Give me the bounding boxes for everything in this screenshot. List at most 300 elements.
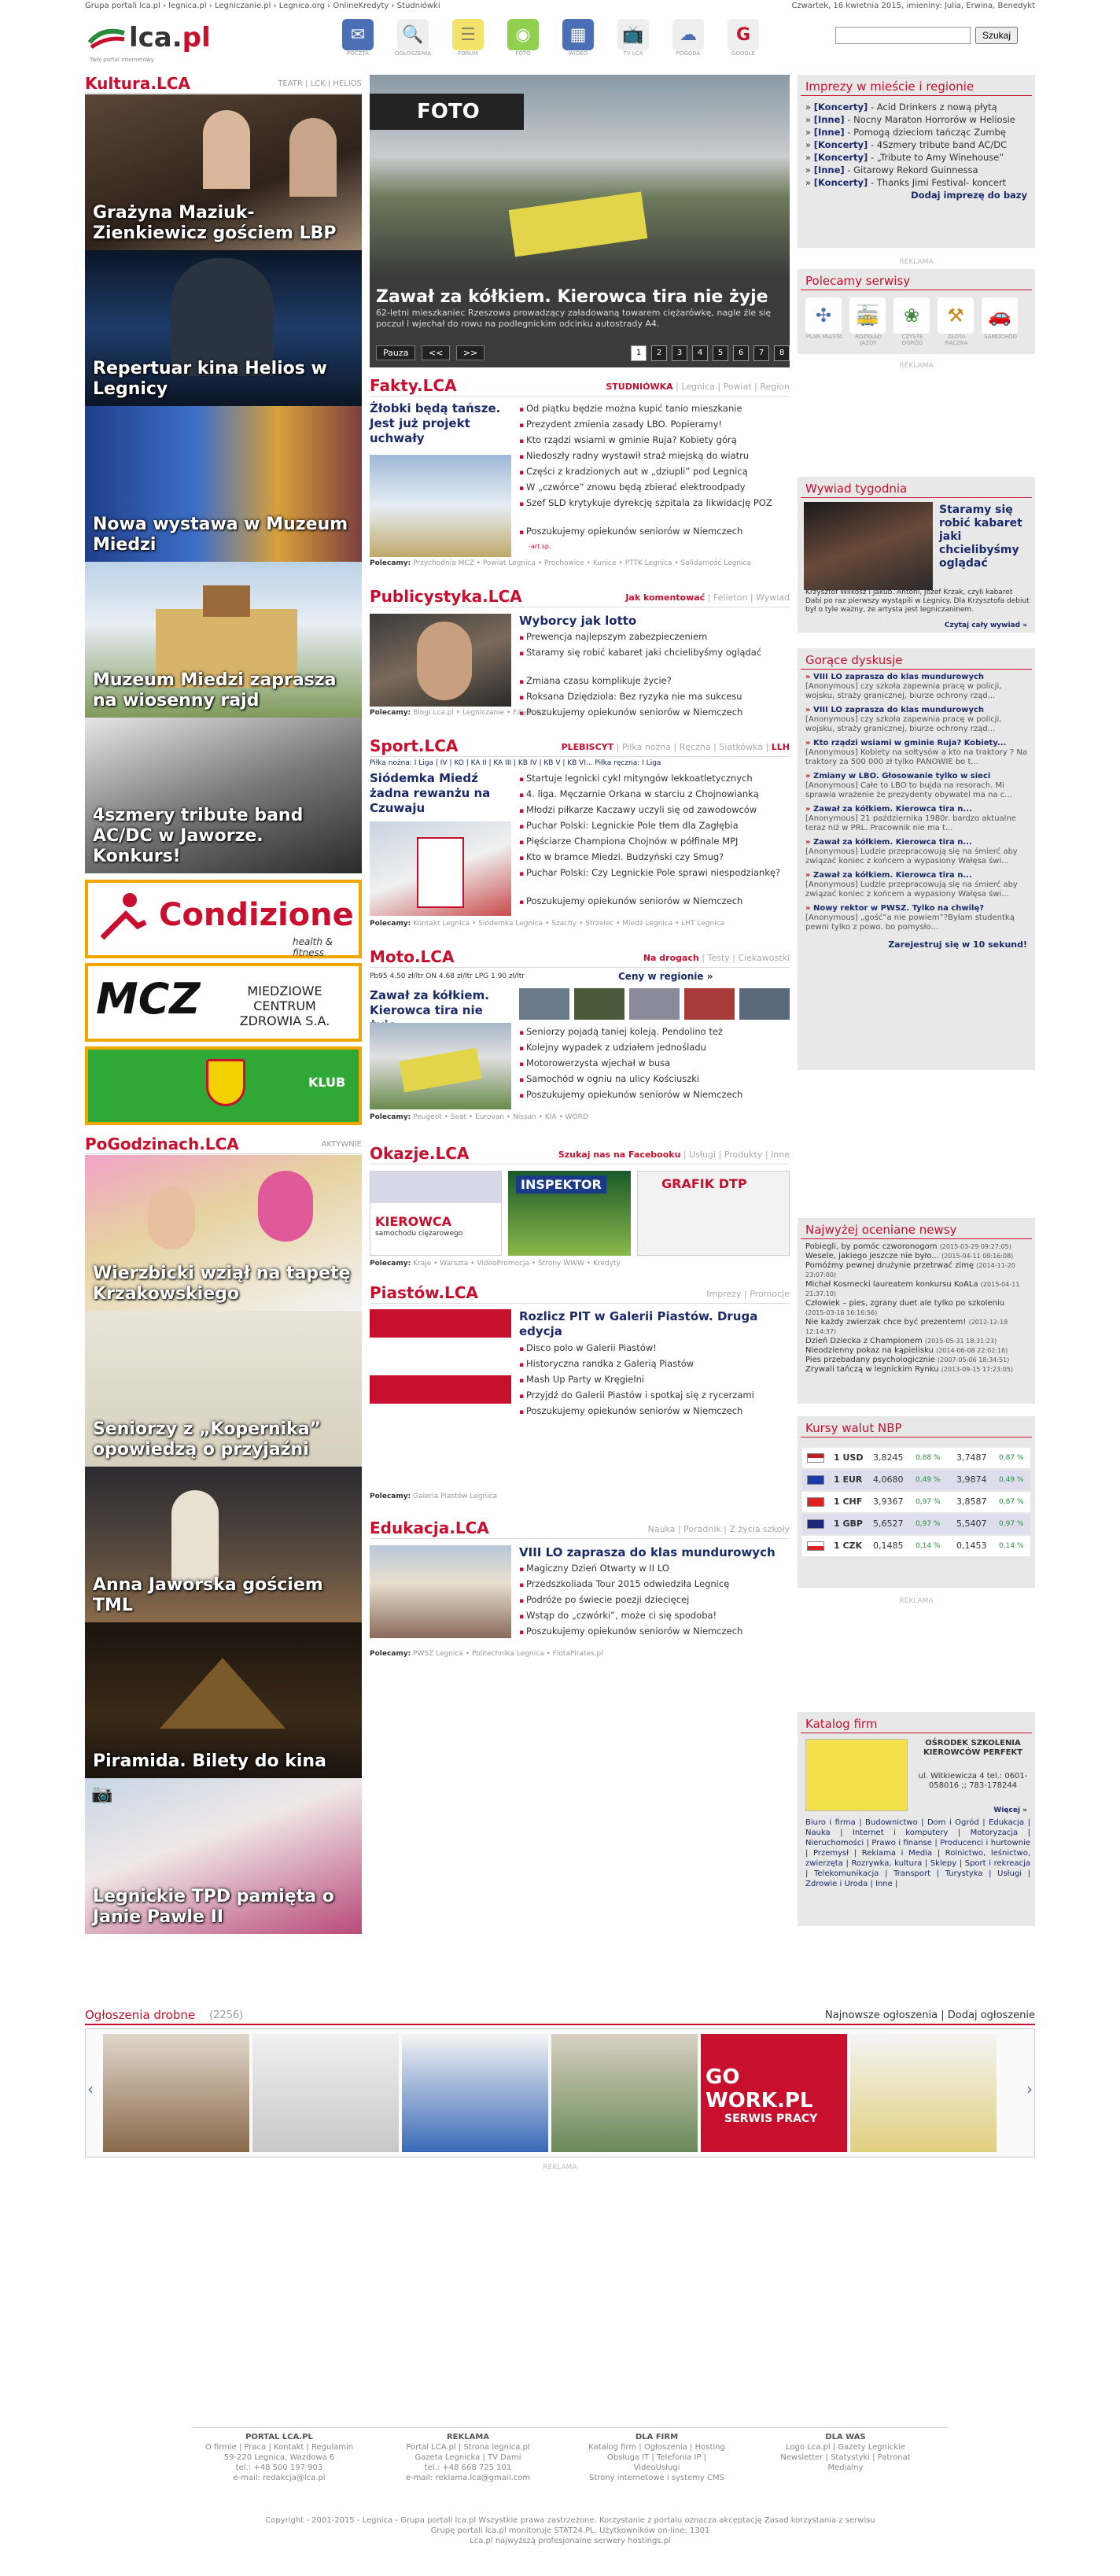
list-item[interactable] xyxy=(805,1242,1027,1252)
nav-google[interactable] xyxy=(724,19,763,57)
pogodzinach-link[interactable]: AKTYWNIE xyxy=(321,1140,362,1149)
fakty-header xyxy=(370,378,790,397)
slider-page-3[interactable]: 3 xyxy=(672,345,687,361)
edukacja-links[interactable]: Nauka | Poradnik | Z życia szkoły xyxy=(647,1524,790,1534)
list-item[interactable] xyxy=(805,1299,1027,1318)
tile-pogodzinach-5[interactable] xyxy=(85,1778,362,1934)
list-item[interactable]: ▪ Podróże po świecie poezji dziecięcej xyxy=(519,1592,790,1608)
slider-pause-button[interactable]: Pauza xyxy=(376,345,415,360)
banner-klub-text: KLUB xyxy=(308,1075,346,1090)
thumb[interactable] xyxy=(519,988,569,1020)
list-item[interactable]: ▪ Części z kradzionych aut w „dziupli” pod Legnicą xyxy=(519,464,790,480)
footer-links[interactable]: Katalog firm | Ogłoszenia | Hosting xyxy=(588,2443,725,2452)
sport-lead[interactable]: Siódemka Miedź żadna rewanżu na Czuwaju xyxy=(370,771,491,815)
banner-condizione-text: Condizione xyxy=(159,897,354,933)
nav-ads[interactable] xyxy=(393,19,433,57)
footer-links[interactable]: Gazeta Legnicka | TV Dami xyxy=(414,2453,521,2462)
slider-page-7[interactable]: 7 xyxy=(753,345,769,361)
katalog-title[interactable]: Katalog firm xyxy=(801,1712,1032,1733)
moto-title[interactable]: Moto.LCA xyxy=(370,947,455,966)
rate-sell: 3,8587 xyxy=(956,1497,987,1507)
news-date: (2013-09-15 17:23:05) xyxy=(941,1366,1013,1373)
discussion-item[interactable]: » Kto rządzi wsiami w gminie Ruja? Kobiety... [Anonymous] Kobiety na sołtysów a kto na traktory ? Na traktory za 500 000 zł tylko PANOWIE bo t... xyxy=(805,739,1028,766)
list-item[interactable]: ▪ Disco polo w Galerii Piastów! xyxy=(519,1341,790,1356)
ogloszenia-links[interactable]: Najnowsze ogłoszenia | Dodaj ogłoszenie xyxy=(825,2010,1035,2021)
list-item[interactable]: ▪ Przedszkoliada Tour 2015 odwiedziła Legnicę xyxy=(519,1577,790,1592)
banner-mcz-logo: MCZ xyxy=(96,974,201,1024)
tile-caption: Piramida. Bilety do kina xyxy=(93,1751,326,1771)
footer-links[interactable]: VideoUsługi xyxy=(633,2463,680,2472)
publ-photo[interactable] xyxy=(370,614,511,707)
gallery-item-gowork[interactable] xyxy=(701,2034,847,2152)
slider-title[interactable]: Zawał za kółkiem. Kierowca tira nie żyje xyxy=(376,287,768,307)
list-item[interactable] xyxy=(805,1280,1027,1299)
piastow-polecamy: Polecamy: Galeria Piastów Legnica xyxy=(370,1493,498,1500)
foto-label: FOTO xyxy=(370,94,524,130)
sport-photo[interactable] xyxy=(370,821,511,916)
sport-link-llh[interactable]: LLH xyxy=(771,742,790,752)
okazje-ad-inspektor[interactable] xyxy=(508,1171,631,1256)
gallery-item[interactable] xyxy=(850,2034,997,2152)
tile-pogodzinach-3[interactable] xyxy=(85,1467,362,1622)
ad-grafik-title: GRAFIK DTP xyxy=(661,1176,747,1191)
rate-buy: 3,9367 xyxy=(873,1497,904,1507)
footer-links[interactable]: Portal LCA.pl | Strona legnica.pl xyxy=(406,2443,530,2452)
event-title: Gitarowy Rekord Guinnessa xyxy=(853,164,978,175)
pogodzinach-title[interactable]: PoGodzinach.LCA xyxy=(85,1135,239,1153)
list-item[interactable]: » [Koncerty] - „Tribute to Amy Winehouse” xyxy=(805,152,1004,163)
list-item[interactable]: » [Inne] - Gitarowy Rekord Guinnessa xyxy=(805,164,978,175)
moto-lead[interactable]: Zawał za kółkiem. Kierowca tira nie xyxy=(370,988,489,1017)
copyright-line: Copyright - 2001-2015 - Legnica - Grupa portali lca.pl Wszystkie prawa zastrzeżone. Korzystanie z portalu oznacza akceptację Zasad korzystania z serwisu xyxy=(265,2516,875,2525)
rate-sell: 3,7487 xyxy=(956,1452,987,1463)
polecamy-links[interactable]: Przychodnia MCZ • Powiat Legnica • Prochowice • Kunice • PTTK Legnica • Solidarność Legnica xyxy=(413,559,752,567)
sport-link-plebiscyt[interactable]: PLEBISCYT xyxy=(561,742,614,752)
site-logo[interactable] xyxy=(87,19,236,65)
list-item[interactable]: ▪ W „czwórce” znowu będą zbierać elektroodpady xyxy=(519,480,790,496)
chevron-right-icon[interactable]: › xyxy=(1026,2080,1033,2098)
list-item[interactable]: ▪ Historyczna randka z Galerią Piastów xyxy=(519,1356,790,1372)
news-title: Wesele, jakiego jeszcze nie było... xyxy=(805,1252,939,1260)
piastow-photo[interactable] xyxy=(370,1309,511,1404)
flag-cz-icon xyxy=(807,1541,824,1551)
fakty-title[interactable]: Fakty.LCA xyxy=(370,376,457,395)
kultura-links[interactable]: TEATR | LCK | HELIOS xyxy=(278,79,362,88)
sport-title[interactable]: Sport.LCA xyxy=(370,736,459,755)
rate-buy: 4,0680 xyxy=(873,1474,904,1485)
polecamy-links[interactable]: Kraje • Warszta • VideoPromocja • Strony WWW • Kredyty xyxy=(413,1260,621,1268)
footer-links[interactable]: Logo Lca.pl | Gazety Legnickie xyxy=(786,2443,905,2452)
tile-pogodzinach-4[interactable] xyxy=(85,1622,362,1778)
moto-link-nadrogach[interactable]: Na drogach xyxy=(643,953,699,963)
imprezy-add-link[interactable]: Dodaj imprezę do bazy xyxy=(911,190,1027,201)
list-item[interactable]: ▪ Przyjdź do Galerii Piastów i spotkaj się z rycerzami xyxy=(519,1388,790,1404)
wywiad-text: Krzysztof Wilkosz i Jakub. Antoni, Józef Krzak, czyli kabaret Dabi po raz pierwszy wystąpili w Legnicy. Dla Krzysztofa debiut był o tyle ważny, że artysta jest legniczaninem. xyxy=(805,589,1030,614)
wywiad-lead[interactable]: Staramy się robić kabaret jaki chcielibyśmy oglądać xyxy=(939,504,1022,570)
slider-page-2[interactable]: 2 xyxy=(651,345,667,361)
news-date: (2015-05-31 18:31:23) xyxy=(924,1338,997,1345)
footer-text[interactable]: e-mail: reklama.lca@gmail.com xyxy=(405,2474,531,2482)
nav-label: POCZTA xyxy=(347,50,369,57)
list-item[interactable]: ▪ Magiczny Dzień Otwarty w II LO xyxy=(519,1561,790,1577)
list-item[interactable]: ▪ Niedoszły radny wystawił straż miejską do wiatru xyxy=(519,448,790,464)
nav-label: FORUM xyxy=(458,50,478,57)
rate-currency: 1 GBP xyxy=(834,1519,863,1529)
photo-truck xyxy=(399,1048,481,1093)
thumb[interactable] xyxy=(629,988,680,1020)
tile-caption: Nowa wystawa w Muzeum Miedzi xyxy=(93,515,348,555)
list-item[interactable]: ▪ Kolejny wypadek z udziałem jednośladu xyxy=(519,1040,790,1056)
list-item[interactable]: ▪ Mash Up Party w Kręgielni xyxy=(519,1372,790,1388)
moto-thumbs xyxy=(519,988,790,1020)
edukacja-title[interactable]: Edukacja.LCA xyxy=(370,1519,489,1537)
news-date: (2015-03-29 09:27:05) xyxy=(939,1243,1011,1250)
discussion-item[interactable]: » VIII LO zaprasza do klas mundurowych [Anonymous] czy szkoła zapewnia pracę w policji, wojsku, straży granicznej, biurze ochrony rząd... xyxy=(805,706,1002,733)
portal-group-links[interactable]: Grupa portali lca.pl › legnica.pl › Legniczanie.pl › Legnica.org › OnlineKredyty › Studniówki xyxy=(85,2,440,10)
sport-links[interactable]: | Piłka nożna | Ręczna | Siatkówka | xyxy=(616,742,769,752)
search-button[interactable]: Szukaj xyxy=(975,27,1018,44)
news-title: Człowiek – pies, zgrany duet ale tylko po szkoleniu xyxy=(805,1299,1005,1308)
list-item[interactable] xyxy=(805,1252,1027,1261)
footer-links[interactable]: O firmie | Praca | Kontakt | Regulamin xyxy=(204,2443,354,2452)
okazje-links[interactable]: | Usługi | Produkty | Inne xyxy=(683,1150,790,1160)
fakty-links[interactable]: | Legnica | Powiat | Region xyxy=(676,382,790,392)
moto-ceny-link[interactable]: Ceny w regionie » xyxy=(618,971,713,982)
edukacja-photo[interactable] xyxy=(370,1545,511,1638)
fuel-prices: Pb95 4.50 zł/ltr ON 4.68 zł/ltr LPG 1.90 zł/ltr xyxy=(370,972,525,980)
publ-links[interactable]: | Felieton | Wywiad xyxy=(707,592,790,603)
imprezy-box xyxy=(798,75,1035,248)
list-item[interactable]: ▪ Poszukujemy opiekunów seniorów w Niemczech xyxy=(519,1624,790,1640)
list-item[interactable]: ▪ Od piątku będzie można kupić tanio mieszkanie xyxy=(519,401,790,417)
event-title: 4Szmery tribute band AC/DC xyxy=(876,139,1008,150)
discussion-item[interactable]: » VIII LO zaprasza do klas mundurowych [Anonymous] czy szkoła zapewnia pracę w policji, wojsku, straży granicznej, biurze ochrony rząd... xyxy=(805,673,1002,700)
photo-person xyxy=(417,622,472,700)
kultura-header xyxy=(85,75,362,94)
list-item[interactable]: » [Koncerty] - Acid Drinkers z nową płytą xyxy=(805,101,997,113)
discussion-item[interactable]: » Zawał za kółkiem. Kierowca tira n... [Anonymous] Ludzie przepracowują się na śmierć aby związać koniec z końcem a wypasiony Wałęsa świ... xyxy=(805,838,1018,865)
ad-label: REKLAMA xyxy=(899,1597,934,1605)
discussion-comment: [Anonymous] Ludzie przepracowują się na śmierć aby związać koniec z końcem a wypasiony Wałęsa świ... xyxy=(805,847,1018,865)
serwis-samochod[interactable] xyxy=(982,297,1019,340)
wywiad-more-link[interactable]: Czytaj cały wywiad » xyxy=(944,622,1027,629)
polecamy-links[interactable]: Peugeot • Seat • Eurovan • Nissan • KIA • WORD xyxy=(413,1113,588,1121)
serwisy-box xyxy=(798,269,1035,354)
list-item[interactable]: ▪ 4. liga. Męczarnie Orkana w starciu z Chojnowianką xyxy=(519,787,790,803)
list-item[interactable]: ▪ Samochód w ogniu na ulicy Kościuszki xyxy=(519,1072,790,1087)
okazje-title[interactable]: Okazje.LCA xyxy=(370,1144,470,1163)
thumb[interactable] xyxy=(684,988,735,1020)
rate-sell-change: 0,87 % xyxy=(999,1498,1024,1506)
discussion-comment: [Anonymous] Ludzie przepracowują się na śmierć aby związać koniec z końcem a wypasiony Wałęsa świ... xyxy=(805,880,1018,899)
list-item[interactable]: ▪ Poszukujemy opiekunów seniorów w Niemczech xyxy=(519,1087,790,1103)
moto-links[interactable]: | Testy | Ciekawostki xyxy=(702,953,790,963)
search-form xyxy=(835,24,1035,46)
fakty-photo[interactable] xyxy=(370,455,511,557)
katalog-more-link[interactable]: Więcej » xyxy=(993,1807,1027,1814)
slider-page-1[interactable]: 1 xyxy=(631,345,647,361)
footer-col-reklama xyxy=(381,2432,554,2483)
register-link[interactable]: Zarejestruj się w 10 sekund! xyxy=(888,939,1027,950)
polecamy-links[interactable]: Blogi Lca.pl • Legniczanie • F.Cybulski xyxy=(413,709,548,717)
piastow-title[interactable]: Piastów.LCA xyxy=(370,1283,478,1302)
fakty-link-studniowka[interactable]: STUDNIÓWKA xyxy=(606,382,673,392)
gowork-text: GO WORK.PL xyxy=(706,2065,813,2113)
footer-links[interactable]: Strony internetowe i systemy CMS xyxy=(588,2474,725,2482)
goraco-box xyxy=(798,648,1035,1070)
news-title: Pomóżmy pewnej drużynie przetrwać zimę xyxy=(805,1261,974,1270)
photo-person xyxy=(148,1187,195,1249)
slider-page-6[interactable]: 6 xyxy=(733,345,749,361)
list-item[interactable]: ▪ Puchar Polski: Czy Legnickie Pole sprawi niespodziankę? xyxy=(519,865,790,894)
katalog-firm-logo[interactable] xyxy=(805,1739,908,1811)
slider-page-8[interactable]: 8 xyxy=(774,345,790,361)
thumb[interactable] xyxy=(739,988,790,1020)
list-item[interactable] xyxy=(805,1346,1027,1356)
discussion-item[interactable]: » Zawał za kółkiem. Kierowca tira n... [Anonymous] Ludzie przepracowują się na śmierć aby związać koniec z końcem a wypasiony Wałęsa świ... xyxy=(805,871,1018,899)
list-item[interactable]: ▪ Seniorzy pojadą taniej koleją. Pendolino też xyxy=(519,1024,790,1040)
event-title: Thanks Jimi Festival- koncert xyxy=(876,177,1007,188)
tile-caption: Wierzbicki wziął na tapetę Krzakowskiego xyxy=(93,1264,351,1304)
footer-text: 59-220 Legnica, Wazdowa 6 xyxy=(223,2453,335,2462)
footer-text[interactable]: e-mail: redakcja@lca.pl xyxy=(233,2474,326,2482)
footer-heading: DLA FIRM xyxy=(635,2433,679,2441)
polecamy-links[interactable]: Galeria Piastów Legnica xyxy=(413,1493,498,1500)
serwis-label: SAMOCHÓD xyxy=(984,334,1017,340)
rate-buy-change: 0,14 % xyxy=(916,1542,941,1550)
okazje-link-facebook[interactable]: Szukaj nas na Facebooku xyxy=(558,1150,681,1160)
serwis-rozklad[interactable] xyxy=(849,297,887,346)
tile-kultura-5[interactable] xyxy=(85,718,362,873)
nav-label: GOOGLE xyxy=(731,50,756,57)
tile-pogodzinach-1[interactable] xyxy=(85,1155,362,1311)
nav-foto[interactable] xyxy=(503,19,543,57)
banner-klub[interactable] xyxy=(85,1046,362,1125)
discussion-title: Nowy rektor w PWSZ. Tylko na chwilę? xyxy=(812,904,985,913)
nav-mail[interactable] xyxy=(338,19,378,57)
tile-caption: Seniorzy z „Kopernika” opowiedzą o przyjaźni xyxy=(93,1419,322,1460)
footer-links[interactable]: Medialny xyxy=(827,2463,864,2472)
publ-lead[interactable]: Wyborcy jak lotto xyxy=(519,614,637,628)
list-item[interactable]: ▪ Roksana Dziędziola: Bez ryzyka nie ma sukcesu xyxy=(519,689,790,705)
list-item[interactable]: ▪ Wstąp do „czwórki”, może ci się spodoba! xyxy=(519,1608,790,1624)
publ-link-komentowac[interactable]: Jak komentować xyxy=(625,592,706,603)
polecamy-links[interactable]: PWSZ Legnica • Politechnika Legnica • FlotaPirates.pl xyxy=(413,1650,603,1658)
tile-kultura-4[interactable] xyxy=(85,562,362,718)
discussion-comment: [Anonymous] Całe to LBO to bujda na resorach. Mi sprawia wrażenie że prezydenty obywatel ma na c... xyxy=(805,781,1012,799)
list-item[interactable]: ▪ Kto rządzi wsiami w gminie Ruja? Kobiety górą xyxy=(519,433,790,448)
news-date: (2015-04-11 21:37:10) xyxy=(805,1281,1020,1297)
flag-eu-icon xyxy=(807,1475,824,1485)
footer-links[interactable]: Obsługa IT | Telefonia IP | xyxy=(606,2453,707,2462)
wywiad-photo[interactable] xyxy=(804,502,933,590)
edukacja-lead[interactable]: VIII LO zaprasza do klas mundurowych xyxy=(519,1545,776,1559)
list-item[interactable]: ▪ Puchar Polski: Legnickie Pole tłem dla Zagłębia xyxy=(519,818,790,834)
serwis-plan[interactable] xyxy=(805,297,843,340)
foto-slider[interactable] xyxy=(370,75,790,367)
sport-sublinks[interactable]: Piłka nożna: I Liga | IV | KO | KA II | KA III | KB IV | KB V | KB VI... Piłka ręczna: I Liga xyxy=(370,759,661,767)
list-item[interactable]: ▪ Kto w bramce Miedzi. Budzyński czy Smug? xyxy=(519,850,790,865)
gallery-item[interactable] xyxy=(402,2034,548,2152)
list-item[interactable]: ▪ Pięściarze Championa Chojnów w półfinale MPJ xyxy=(519,834,790,850)
car-icon: 🚗 xyxy=(982,297,1018,334)
rate-currency: 1 CZK xyxy=(834,1541,863,1551)
logo-tld: pl xyxy=(182,22,211,54)
thumb[interactable] xyxy=(574,988,624,1020)
footer-heading: PORTAL LCA.PL xyxy=(245,2433,313,2441)
piastow-lead[interactable]: Rozlicz PIT w Galerii Piastów. Druga edycja xyxy=(519,1309,758,1338)
rate-row xyxy=(802,1536,1030,1556)
footer-text: tel.: +48 668 725 101 xyxy=(424,2463,512,2472)
publ-title[interactable]: Publicystyka.LCA xyxy=(370,587,522,606)
tile-kultura-1[interactable] xyxy=(85,94,362,250)
tile-kultura-3[interactable] xyxy=(85,406,362,562)
list-item[interactable] xyxy=(805,1261,1027,1280)
mail-icon: ✉ xyxy=(342,19,374,50)
katalog-firm-address: ul. Witkiewicza 4 tel.: 0601-058016 ;; 783-178244 xyxy=(918,1772,1028,1790)
discussion-comment: [Anonymous] czy szkoła zapewnia pracę w policji, wojsku, straży granicznej, biurze ochrony rząd... xyxy=(805,715,1002,733)
footer-col-was xyxy=(759,2432,932,2473)
slider-page-4[interactable]: 4 xyxy=(692,345,708,361)
tile-kultura-2[interactable] xyxy=(85,250,362,406)
news-title: Pobiegli, by pomóc czworonogom xyxy=(805,1242,938,1251)
news-title: Pies przebadany psychologicznie xyxy=(805,1356,935,1364)
news-date: (2015-04-11 09:16:08) xyxy=(941,1253,1014,1260)
edukacja-header xyxy=(370,1520,790,1539)
fakty-list xyxy=(519,401,790,540)
discussion-comment: [Anonymous] czy szkoła zapewnia pracę w policji, wojsku, straży granicznej, biurze ochrony rząd... xyxy=(805,682,1002,700)
map-icon: ✣ xyxy=(805,297,842,334)
wywiad-box xyxy=(798,477,1035,633)
list-item[interactable]: ▪ Motorowerzysta wjechał w busa xyxy=(519,1056,790,1072)
rate-sell: 5,5407 xyxy=(956,1519,987,1529)
footer-links[interactable]: Newsletter | Statystyki | Patronat xyxy=(780,2453,911,2462)
list-item[interactable]: ▪ Poszukujemy opiekunów seniorów w Niemczech xyxy=(519,705,790,721)
runner-icon xyxy=(94,891,149,946)
list-item[interactable]: ▪ Zmiana czasu komplikuje życie? xyxy=(519,674,790,689)
ogloszenia-title[interactable]: Ogłoszenia drobne xyxy=(85,2008,196,2022)
banner-mcz[interactable] xyxy=(85,963,362,1042)
piastow-links[interactable]: Imprezy | Promocje xyxy=(706,1289,790,1299)
list-item[interactable] xyxy=(805,1356,1027,1365)
banner-condizione[interactable] xyxy=(85,880,362,958)
rate-sell-change: 0,49 % xyxy=(999,1476,1024,1484)
event-title: „Tribute to Amy Winehouse” xyxy=(876,152,1004,163)
najlepiej-title[interactable]: Najwyżej oceniane newsy xyxy=(801,1218,1032,1239)
serwis-ogrod[interactable] xyxy=(893,297,931,346)
rate-buy: 5,6527 xyxy=(873,1519,904,1529)
list-item[interactable] xyxy=(805,1365,1027,1375)
nav-weather[interactable] xyxy=(669,19,708,57)
najlepiej-list xyxy=(798,1239,1035,1375)
gallery-item[interactable] xyxy=(252,2034,399,2152)
chevron-left-icon[interactable]: ‹ xyxy=(87,2080,94,2098)
list-item[interactable]: » [Inne] - Nocny Maraton Horrorów w Heliosie xyxy=(805,114,1015,125)
slider-next-button[interactable]: >> xyxy=(456,345,484,360)
kultura-title[interactable]: Kultura.LCA xyxy=(85,74,190,93)
news-title: Nieodzienny pokaz na kąpielisku xyxy=(805,1346,934,1355)
polecamy-links[interactable]: Kontakt Legnica • Siódemka Legnica • Szachy • Strzelec • Miedź Legnica • LHT Legnica xyxy=(413,920,725,928)
rate-buy-change: 0,49 % xyxy=(916,1476,941,1484)
imprezy-list xyxy=(798,96,1035,201)
search-input[interactable] xyxy=(835,27,971,44)
list-item[interactable]: ▪ Poszukujemy opiekunów seniorów w Niemczech xyxy=(519,1404,790,1419)
imprezy-title[interactable]: Imprezy w mieście i regionie xyxy=(801,75,1032,96)
goraco-title[interactable]: Gorące dyskusje xyxy=(801,648,1032,670)
event-title: Acid Drinkers z nową płytą xyxy=(876,101,997,113)
list-item[interactable]: ▪ Poszukujemy opiekunów seniorów w Niemczech xyxy=(519,524,790,540)
gallery-item[interactable] xyxy=(551,2034,698,2152)
okazje-ad-grafik[interactable] xyxy=(637,1171,790,1256)
nav-tv[interactable] xyxy=(613,19,653,57)
list-item[interactable]: ▪ Prewencja najlepszym zabezpieczeniem xyxy=(519,629,790,645)
discussion-item[interactable]: » Nowy rektor w PWSZ. Tylko na chwilę? [Anonymous] „gość”a nie powiem”?Byłam studentką pewni tylko z powo. bo pomysło... xyxy=(805,904,1015,932)
discussion-item[interactable]: » Zawał za kółkiem. Kierowca tira n... [Anonymous] 21 października 1980r. bardzo aktualne teraz niż w PRL. Pracownik nie ma t... xyxy=(805,805,1016,832)
footer-heading: REKLAMA xyxy=(446,2433,490,2441)
kursy-box xyxy=(798,1416,1035,1588)
slider-prev-button[interactable]: << xyxy=(422,345,450,360)
serwis-zlota[interactable] xyxy=(938,297,975,346)
news-date: (2014-11-20 23:07:00) xyxy=(805,1262,1015,1279)
katalog-categories[interactable]: Biuro i firma | Budownictwo | Dom i Ogród | Edukacja | Nauka | Internet i komputery | Motoryzacja | Nieruchomości | Prawo i finanse | Producenci i hurtownie | Przemysł | Reklama i Media | Rolnictwo, leśnictwo, zwierzęta | Rozrywka, kultura | Sklepy | Sport i rekreacja | Telekomunikacja | Transport | Turystyka | Usługi | Zdrowie i Uroda | Inne | xyxy=(805,1818,1030,1888)
nav-label: FOTO xyxy=(515,50,531,57)
discussion-title: Zmiany w LBO. Głosowanie tylko w sieci xyxy=(812,772,991,781)
banner-condizione-sub: health & fitness xyxy=(293,936,333,958)
list-item[interactable]: » [Koncerty] - Thanks Jimi Festival- koncert xyxy=(805,177,1007,188)
serwis-label: ROZKŁAD JAZDY xyxy=(855,334,882,346)
okazje-header xyxy=(370,1146,790,1164)
tile-pogodzinach-2[interactable] xyxy=(85,1311,362,1467)
film-icon: ▦ xyxy=(562,19,594,50)
nav-forum[interactable] xyxy=(448,19,488,57)
list-item[interactable]: » [Inne] - Pomogą dzieciom tańcząc Zumbę xyxy=(805,127,1006,138)
kursy-title: Kursy walut NBP xyxy=(801,1416,1032,1437)
fakty-lead[interactable]: Żłobki będą tańsze. Jest już projekt uchwały xyxy=(370,401,501,445)
photo-person xyxy=(289,118,337,197)
tile-caption: Grażyna Maziuk-Zienkiewicz gościem LBP xyxy=(93,203,337,243)
gallery-item[interactable] xyxy=(103,2034,249,2152)
wywiad-title[interactable]: Wywiad tygodnia xyxy=(801,477,1032,498)
list-item[interactable]: » [Koncerty] - 4Szmery tribute band AC/DC xyxy=(805,139,1008,150)
list-item[interactable]: ▪ Prezydent zmienia zasady LBO. Popieramy! xyxy=(519,417,790,433)
rate-buy-change: 0,97 % xyxy=(916,1520,941,1528)
list-item[interactable]: ▪ Szef SLD krytykuje dyrekcję szpitala za likwidację POZ xyxy=(519,496,790,524)
list-item[interactable]: ▪ Startuje legnicki cykl mityngów lekkoatletycznych xyxy=(519,771,790,787)
list-item[interactable]: ▪ Staramy się robić kabaret jaki chcielibyśmy oglądać xyxy=(519,645,790,674)
katalog-firm-name[interactable]: OŚRODEK SZKOLENIA KIEROWCÓW PERFEKT xyxy=(923,1739,1022,1757)
news-date: (2014-06-08 22:02:16) xyxy=(936,1347,1008,1354)
list-item[interactable]: ▪ Poszukujemy opiekunów seniorów w Niemczech xyxy=(519,894,790,910)
footer-col-firmy xyxy=(570,2432,743,2483)
flag-us-icon xyxy=(807,1453,824,1463)
list-item[interactable] xyxy=(805,1318,1027,1337)
sport-polecamy: Polecamy: Kontakt Legnica • Siódemka Legnica • Szachy • Strzelec • Miedź Legnica • LHT Legnica xyxy=(370,920,725,928)
list-item[interactable] xyxy=(805,1337,1027,1346)
moto-photo[interactable] xyxy=(370,1023,511,1109)
list-item[interactable]: ▪ Młodzi piłkarze Kaczawy uczyli się od zawodowców xyxy=(519,803,790,818)
nav-video[interactable] xyxy=(558,19,598,57)
slider-page-5[interactable]: 5 xyxy=(713,345,728,361)
photo-person xyxy=(171,1490,219,1585)
discussion-item[interactable]: » Zmiany w LBO. Głosowanie tylko w sieci [Anonymous] Całe to LBO to bujda na resorach. Mi sprawia wrażenie że prezydenty obywatel ma na c... xyxy=(805,772,1012,799)
top-bar xyxy=(85,0,1035,14)
discussion-title: Zawał za kółkiem. Kierowca tira n... xyxy=(812,838,972,847)
flag-ch-icon xyxy=(807,1497,824,1507)
rate-buy: 0,1485 xyxy=(873,1541,904,1551)
piastow-header xyxy=(370,1285,790,1304)
okazje-ad-kierowca[interactable] xyxy=(370,1171,502,1256)
rate-sell-change: 0,87 % xyxy=(999,1454,1024,1462)
